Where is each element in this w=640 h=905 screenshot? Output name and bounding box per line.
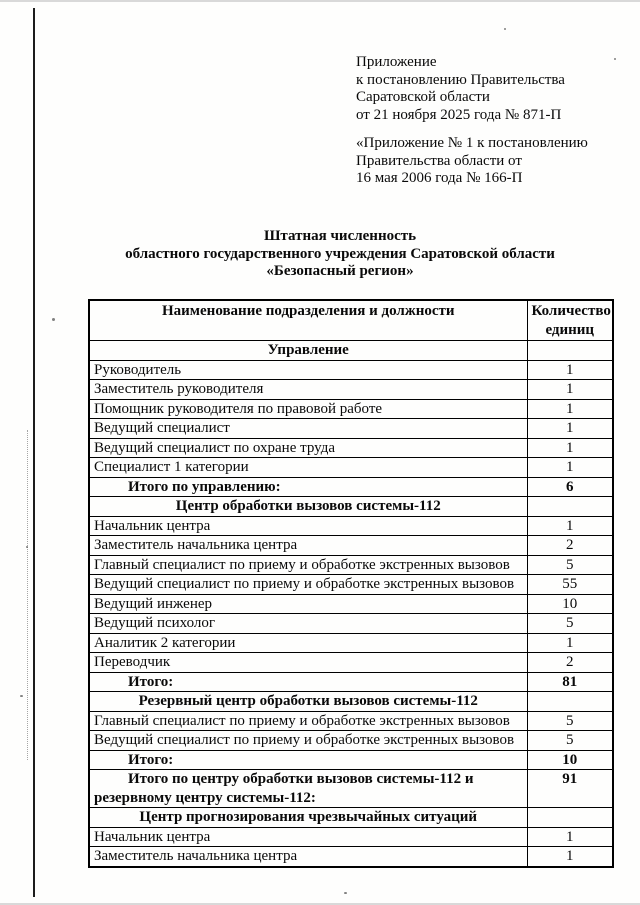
row-label: Переводчик bbox=[89, 653, 527, 673]
row-label: Ведущий психолог bbox=[89, 614, 527, 634]
column-header-count: Количество единиц bbox=[527, 300, 613, 341]
table-row bbox=[89, 380, 613, 400]
row-label: Помощник руководителя по правовой работе bbox=[89, 399, 527, 419]
row-value: 6 bbox=[527, 477, 613, 497]
row-value bbox=[527, 497, 613, 517]
scan-edge-top bbox=[0, 0, 640, 2]
row-value: 5 bbox=[527, 711, 613, 731]
row-label: Заместитель начальника центра bbox=[89, 536, 527, 556]
table-row bbox=[89, 360, 613, 380]
annex-line: «Приложение № 1 к постановлению bbox=[356, 135, 588, 151]
scan-noise-dot bbox=[52, 318, 55, 321]
row-value: 5 bbox=[527, 614, 613, 634]
table-row bbox=[89, 399, 613, 419]
title-line: «Безопасный регион» bbox=[266, 263, 414, 279]
row-label: Главный специалист по приему и обработке экстренных вызовов bbox=[89, 711, 527, 731]
table-row bbox=[89, 458, 613, 478]
annex-line: от 21 ноября 2025 года № 871-П bbox=[356, 106, 562, 123]
row-value: 5 bbox=[527, 731, 613, 751]
row-label: Аналитик 2 категории bbox=[89, 633, 527, 653]
table-row bbox=[89, 770, 613, 808]
row-value: 81 bbox=[527, 672, 613, 692]
row-value: 1 bbox=[527, 458, 613, 478]
annex-line: к постановлению Правительства bbox=[356, 71, 565, 88]
scan-noise-dot bbox=[504, 28, 506, 30]
table-row bbox=[89, 341, 613, 361]
row-value: 1 bbox=[527, 847, 613, 867]
table-row bbox=[89, 847, 613, 867]
table-row bbox=[89, 731, 613, 751]
table-body bbox=[89, 341, 613, 867]
scan-noise-dot bbox=[614, 58, 616, 60]
row-value: 10 bbox=[527, 750, 613, 770]
annex-block bbox=[356, 54, 588, 188]
row-label: Итого по управлению: bbox=[89, 477, 527, 497]
annex-block-1 bbox=[356, 54, 588, 124]
row-label: Ведущий инженер bbox=[89, 594, 527, 614]
staffing-table bbox=[88, 299, 614, 868]
table-row bbox=[89, 672, 613, 692]
row-value: 1 bbox=[527, 438, 613, 458]
table-row bbox=[89, 555, 613, 575]
scan-noise-dot bbox=[344, 892, 347, 894]
row-value: 1 bbox=[527, 399, 613, 419]
page-title bbox=[60, 228, 620, 281]
annex-line: Правительства области от bbox=[356, 152, 522, 169]
row-value: 1 bbox=[527, 516, 613, 536]
row-label: Ведущий специалист по приему и обработке экстренных вызовов bbox=[89, 731, 527, 751]
scan-edge-line bbox=[33, 8, 35, 897]
row-label: Руководитель bbox=[89, 360, 527, 380]
scan-noise-dot bbox=[26, 546, 28, 548]
row-label: Ведущий специалист bbox=[89, 419, 527, 439]
row-value: 1 bbox=[527, 360, 613, 380]
row-label: Специалист 1 категории bbox=[89, 458, 527, 478]
row-label: Центр прогнозирования чрезвычайных ситуаций bbox=[89, 808, 527, 828]
row-label: Центр обработки вызовов системы-112 bbox=[89, 497, 527, 517]
row-value: 55 bbox=[527, 575, 613, 595]
row-value: 10 bbox=[527, 594, 613, 614]
scan-dotted-line bbox=[27, 430, 28, 760]
row-label: Ведущий специалист по охране труда bbox=[89, 438, 527, 458]
column-header-name: Наименование подразделения и должности bbox=[89, 300, 527, 341]
row-value: 5 bbox=[527, 555, 613, 575]
row-label: Итого по центру обработки вызовов системы-112 и резервному центру системы-112: bbox=[89, 770, 527, 808]
row-value: 91 bbox=[527, 770, 613, 808]
row-value bbox=[527, 341, 613, 361]
annex-line: 16 мая 2006 года № 166-П bbox=[356, 170, 523, 186]
annex-line: Приложение bbox=[356, 54, 437, 70]
row-label: Главный специалист по приему и обработке экстренных вызовов bbox=[89, 555, 527, 575]
table-row bbox=[89, 827, 613, 847]
table-row bbox=[89, 808, 613, 828]
table-row bbox=[89, 711, 613, 731]
scan-noise-dot bbox=[20, 695, 23, 697]
row-value: 2 bbox=[527, 653, 613, 673]
title-line: Штатная численность bbox=[263, 228, 417, 244]
annex-line: Саратовской области bbox=[356, 89, 490, 105]
table-row bbox=[89, 692, 613, 712]
table-row bbox=[89, 594, 613, 614]
row-label: Ведущий специалист по приему и обработке экстренных вызовов bbox=[89, 575, 527, 595]
table-row bbox=[89, 516, 613, 536]
row-value: 1 bbox=[527, 419, 613, 439]
table-row bbox=[89, 633, 613, 653]
table-row bbox=[89, 575, 613, 595]
table-row bbox=[89, 438, 613, 458]
row-value: 1 bbox=[527, 380, 613, 400]
table-row bbox=[89, 614, 613, 634]
table-row bbox=[89, 477, 613, 497]
row-value: 2 bbox=[527, 536, 613, 556]
row-label: Заместитель начальника центра bbox=[89, 847, 527, 867]
row-label: Начальник центра bbox=[89, 827, 527, 847]
row-value: 1 bbox=[527, 633, 613, 653]
annex-block-2 bbox=[356, 135, 588, 188]
row-label: Начальник центра bbox=[89, 516, 527, 536]
row-value bbox=[527, 692, 613, 712]
row-label: Управление bbox=[89, 341, 527, 361]
table-header-row bbox=[89, 300, 613, 341]
table-row bbox=[89, 750, 613, 770]
row-value: 1 bbox=[527, 827, 613, 847]
table-row bbox=[89, 536, 613, 556]
table-row bbox=[89, 497, 613, 517]
title-line: областного государственного учреждения Саратовской области bbox=[125, 245, 555, 262]
row-label: Итого: bbox=[89, 750, 527, 770]
row-label: Заместитель руководителя bbox=[89, 380, 527, 400]
table-row bbox=[89, 653, 613, 673]
row-value bbox=[527, 808, 613, 828]
table-row bbox=[89, 419, 613, 439]
row-label: Итого: bbox=[89, 672, 527, 692]
row-label: Резервный центр обработки вызовов системы-112 bbox=[89, 692, 527, 712]
